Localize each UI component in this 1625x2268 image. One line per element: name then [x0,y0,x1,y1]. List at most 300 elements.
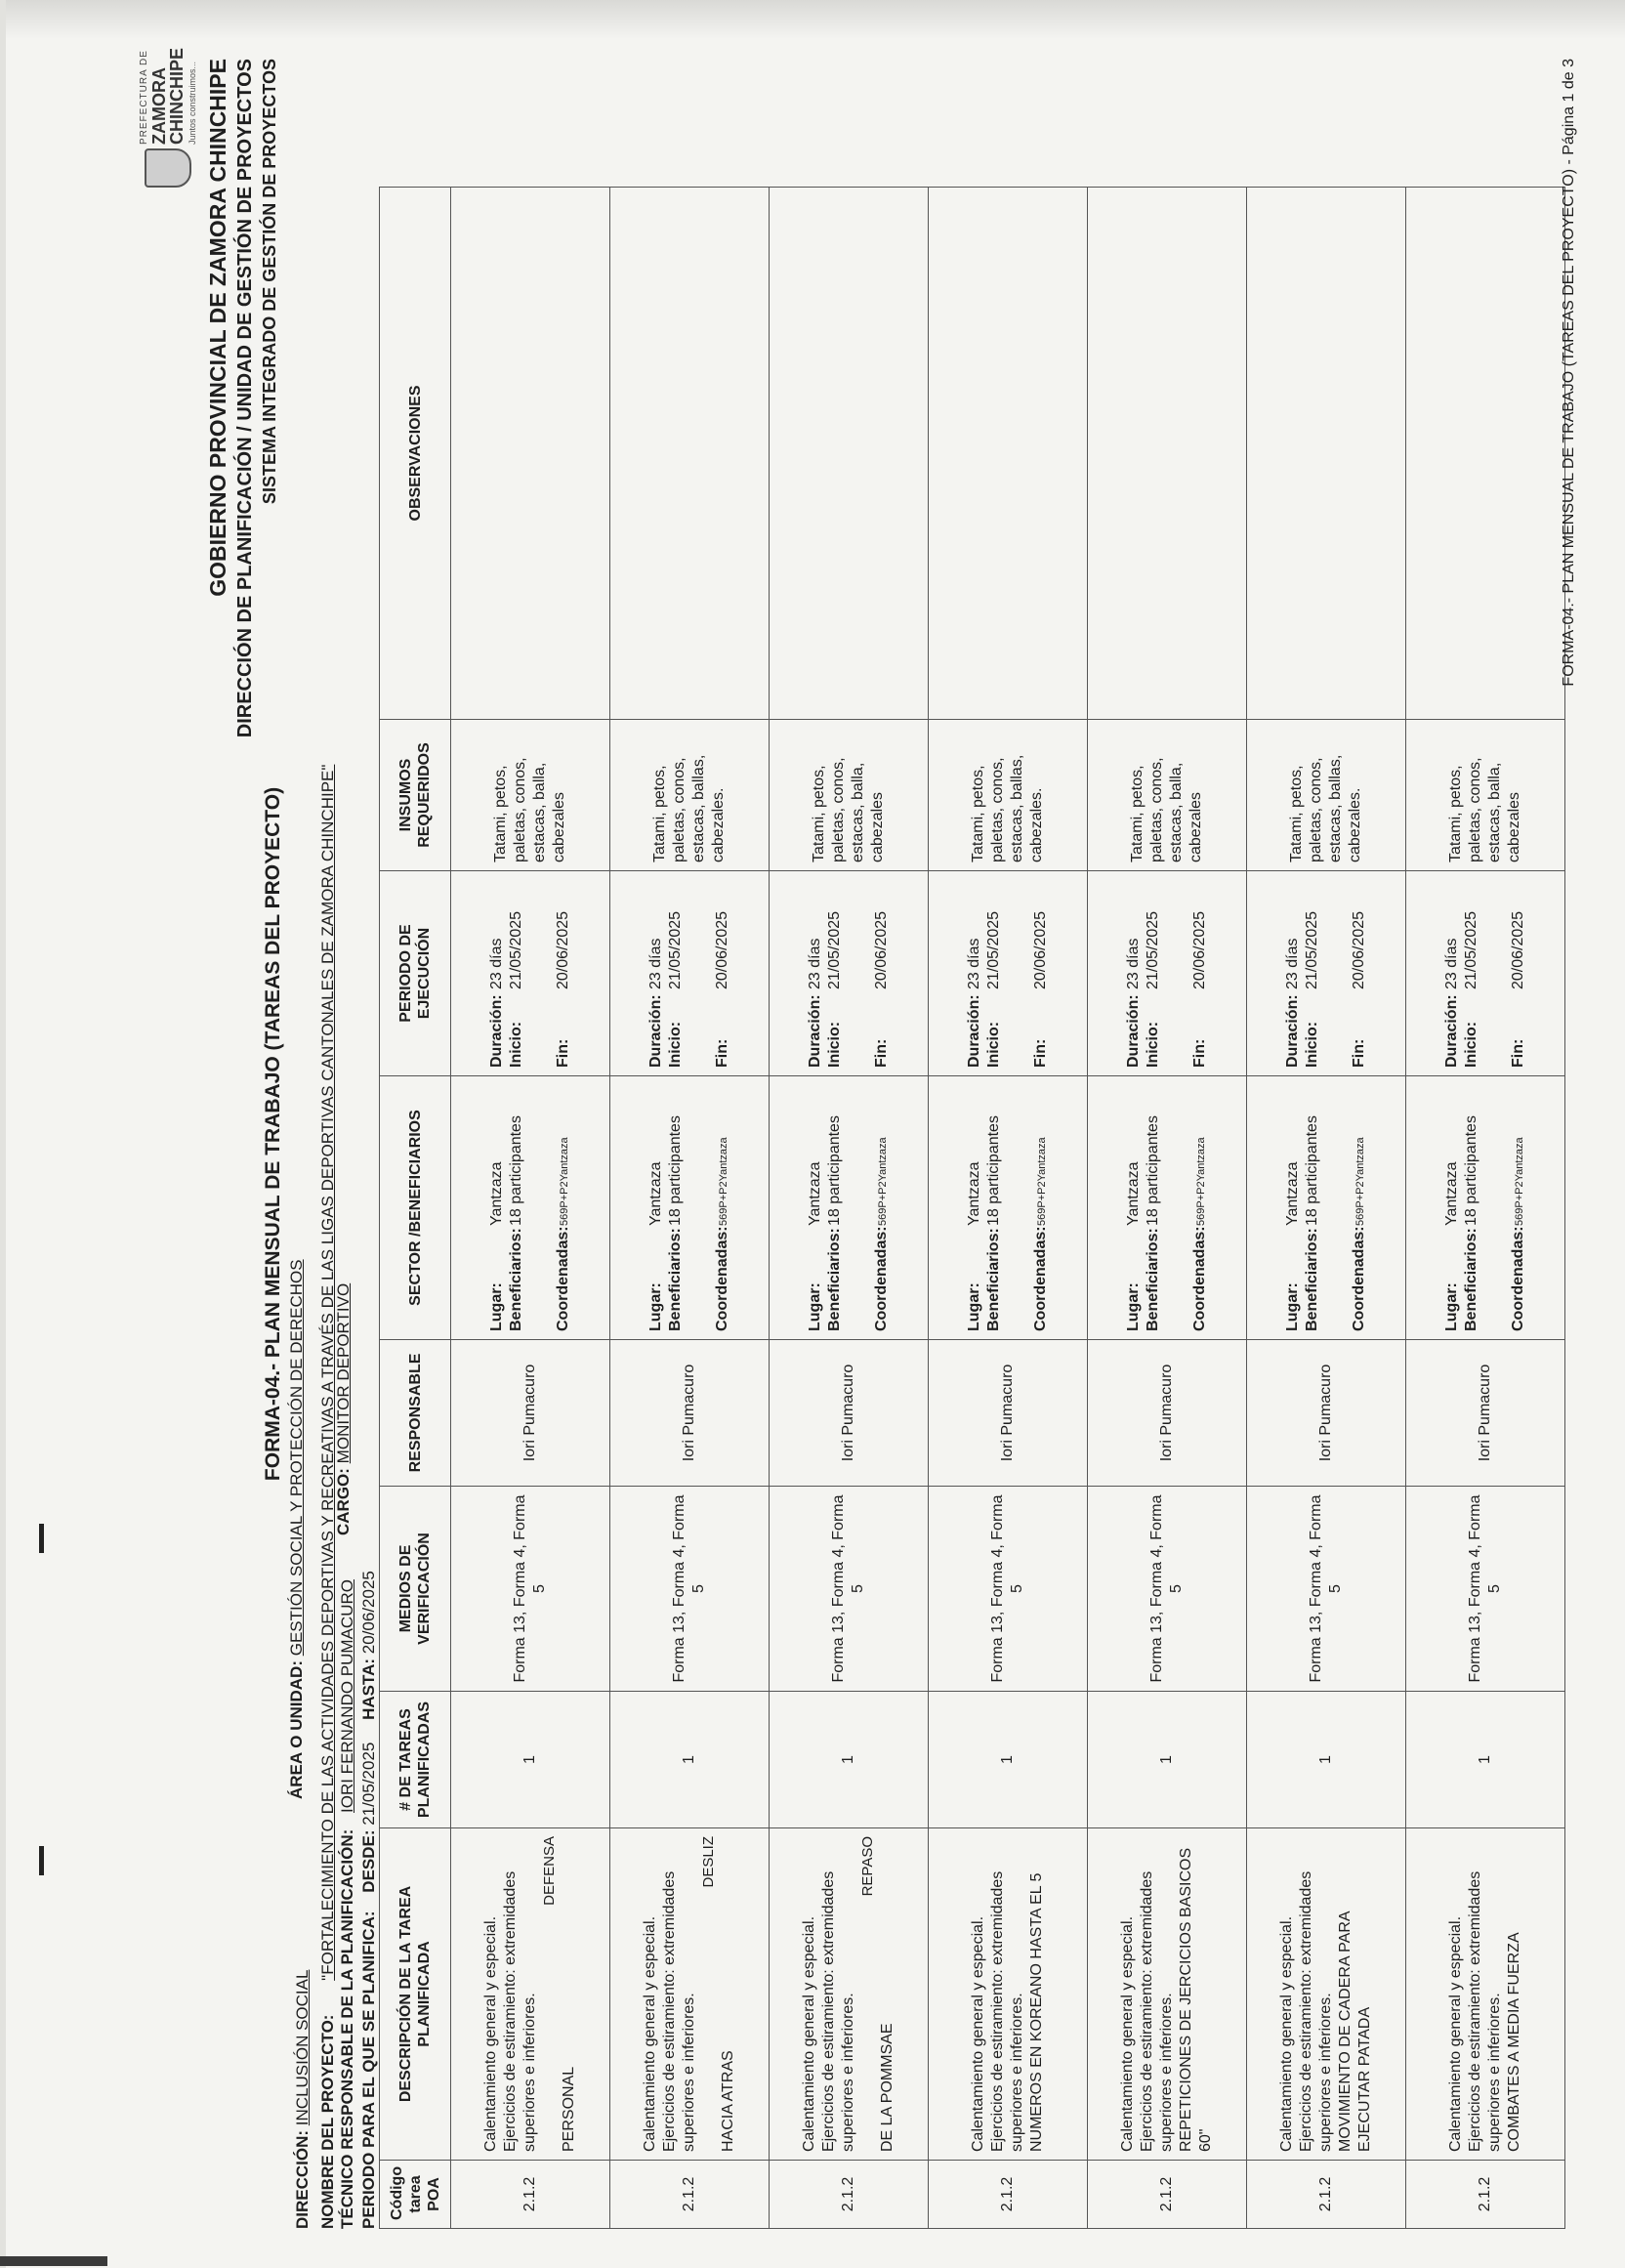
duracion-row [806,879,825,1068]
responsable-cell [770,1340,929,1487]
coordenadas-row [872,1084,893,1331]
header-responsable: RESPONSABLE [380,1340,451,1487]
desc-line: Ejercicios de estiramiento: extremidades [1298,1870,1314,2152]
desc-keyword: DEFENSA [541,1836,558,1906]
coordenadas-row [1031,1084,1052,1331]
desc-line: superiores e inferiores. [840,1993,856,2152]
fin-value: 20/06/2025 [555,910,571,989]
desc-tail: MOVIMIENTO DE CADERA PARA EJECUTAR PATADA [1337,1911,1373,2152]
desc-line: Calentamiento general y especial. [482,1915,499,2152]
codigo-cell [610,2161,770,2229]
responsable-value: Iori Pumacuro [840,1364,856,1462]
inicio-row [1462,879,1481,1068]
inicio-row [1144,879,1163,1068]
table-row [770,188,929,2229]
insumos-cell [1406,720,1565,871]
duracion-value: 23 días [1125,938,1142,989]
lugar-label: Lugar: [1124,1282,1142,1331]
sector-cell [770,1076,929,1340]
observaciones-cell [770,188,929,720]
coordenadas-row [1509,1084,1529,1331]
insumos-value: Tatami, petos, paletas, conos, estacas, ballas, cabezales. [1288,754,1363,862]
spacer [1163,1084,1190,1331]
desc-line: Ejercicios de estiramiento: extremidades [1467,1870,1483,2152]
sector-cell [451,1076,610,1340]
lugar-value: Yantzaza [1124,1161,1142,1226]
beneficiarios-value: 18 participantes [507,1115,524,1226]
table-header-row [380,188,451,2229]
observaciones-cell [929,188,1088,720]
responsable-value: Iori Pumacuro [681,1364,697,1462]
desc-tail: PERSONAL [561,2066,577,2152]
codigo-cell [1247,2161,1406,2229]
insumos-value: Tatami, petos, paletas, conos, estacas, balla, cabezales [1447,757,1522,862]
duracion-row [487,879,507,1068]
coordenadas-label: Coordenadas: [713,1226,730,1331]
duracion-value: 23 días [488,938,505,989]
sector-cell [1088,1076,1247,1340]
inicio-value: 21/05/2025 [1145,910,1161,989]
duracion-value: 23 días [966,938,982,989]
header-insumos: INSUMOS REQUERIDOS [380,720,451,871]
lugar-value: Yantzaza [1283,1161,1301,1226]
insumos-value: Tatami, petos, paletas, conos, estacas, ballas, cabezales. [651,754,727,862]
sector-cell [1247,1076,1406,1340]
beneficiarios-value: 18 participantes [1303,1115,1320,1226]
insumos-value: Tatami, petos, paletas, conos, estacas, ballas, cabezales. [970,754,1045,862]
desc-keyword: DESLIZ [700,1836,717,1888]
table-row [1406,188,1565,2229]
beneficiarios-row [1144,1084,1163,1331]
logo-chinchipe: CHINCHIPE [167,47,187,145]
codigo-value: 2.1.2 [521,2176,538,2212]
observaciones-cell [610,188,770,720]
coordenadas-label: Coordenadas: [872,1226,890,1331]
inicio-label: Inicio: [1145,1021,1161,1068]
desc-line: Ejercicios de estiramiento: extremidades [820,1870,837,2152]
coordenadas-value: 569P+P2Yantzaza [558,1137,570,1226]
desc-line: Ejercicios de estiramiento: extremidades [502,1870,519,2152]
direccion-field [293,1970,312,2229]
inicio-value: 21/05/2025 [667,910,684,989]
beneficiarios-label: Beneficiarios: [825,1228,843,1331]
desc-tail: COMBATES A MEDIA FUERZA [1506,1932,1522,2152]
beneficiarios-row [507,1084,526,1331]
observaciones-cell [451,188,610,720]
desc-line: Calentamiento general y especial. [801,1915,817,2152]
page-footer: FORMA-04.- PLAN MENSUAL DE TRABAJO (TAREAS DEL PROYECTO) - Página 1 de 3 [1561,59,1577,687]
fin-row [1350,879,1369,1068]
lugar-label: Lugar: [487,1282,505,1331]
lugar-label: Lugar: [1283,1282,1301,1331]
periodo-label: PERIODO PARA EL QUE SE PLANIFICA: [359,1911,378,2229]
fin-value: 20/06/2025 [1191,910,1208,989]
descripcion-cell [1406,1828,1565,2161]
fin-row [872,879,892,1068]
num-tareas-cell [770,1692,929,1828]
lugar-value: Yantzaza [965,1161,982,1226]
insumos-cell [1088,720,1247,871]
inicio-value: 21/05/2025 [1304,910,1320,989]
duracion-row [1124,879,1144,1068]
spacer [845,879,872,1068]
lugar-value: Yantzaza [1442,1161,1460,1226]
desc-line: superiores e inferiores. [1317,1993,1334,2152]
descripcion-cell [770,1828,929,2161]
beneficiarios-label: Beneficiarios: [666,1228,684,1331]
desde-label: DESDE: [359,1829,378,1893]
lugar-row [806,1084,825,1331]
desc-line: superiores e inferiores. [681,1993,697,2152]
duracion-row [1283,879,1303,1068]
periodo-cell [1247,871,1406,1076]
periodo-field [359,1571,379,2229]
table-row [451,188,610,2229]
lugar-row [1124,1084,1144,1331]
desc-line: Calentamiento general y especial. [642,1915,658,2152]
beneficiarios-label: Beneficiarios: [984,1228,1002,1331]
beneficiarios-row [984,1084,1004,1331]
lugar-row [646,1084,666,1331]
beneficiarios-row [1303,1084,1322,1331]
medios-cell [929,1487,1088,1692]
codigo-value: 2.1.2 [840,2176,856,2212]
medios-cell [1088,1487,1247,1692]
codigo-cell [770,2161,929,2229]
coordenadas-label: Coordenadas: [1350,1226,1367,1331]
responsable-value: Iori Pumacuro [1477,1364,1493,1462]
fin-value: 20/06/2025 [1351,910,1367,989]
fin-row [1031,879,1051,1068]
duracion-row [646,879,666,1068]
num-tareas-cell [451,1692,610,1828]
num-tareas-value: 1 [521,1755,538,1764]
beneficiarios-value: 18 participantes [1462,1115,1479,1226]
codigo-cell [1088,2161,1247,2229]
codigo-value: 2.1.2 [1317,2176,1334,2212]
gobierno-title: GOBIERNO PROVINCIAL DE ZAMORA CHINCHIPE [205,59,230,597]
coordenadas-row [713,1084,733,1331]
periodo-cell [1406,871,1565,1076]
duracion-label: Duración: [488,994,505,1068]
duracion-label: Duración: [647,994,664,1068]
responsable-value: Iori Pumacuro [521,1364,538,1462]
fin-value: 20/06/2025 [714,910,730,989]
tecnico-value: IORI FERNANDO PUMACURO [338,1579,356,1813]
beneficiarios-label: Beneficiarios: [507,1228,524,1331]
responsable-cell [1247,1340,1406,1487]
lugar-label: Lugar: [646,1282,664,1331]
beneficiarios-value: 18 participantes [825,1115,843,1226]
form-title: FORMA-04.- PLAN MENSUAL DE TRABAJO (TAREAS DEL PROYECTO) [262,786,284,1482]
desc-line: Ejercicios de estiramiento: extremidades [1139,1870,1155,2152]
desc-tail: DE LA POMMSAE [879,2023,896,2152]
insumos-value: Tatami, petos, paletas, conos, estacas, balla, cabezales [1129,757,1204,862]
sector-cell [610,1076,770,1340]
periodo-cell [610,871,770,1076]
direccion-label: DIRECCIÓN: [293,2129,312,2229]
medios-value: Forma 13, Forma 4, Forma 5 [1148,1494,1185,1683]
lugar-value: Yantzaza [487,1161,505,1226]
inicio-row [984,879,1004,1068]
lugar-row [1442,1084,1462,1331]
direccion-value: INCLUSIÓN SOCIAL [293,1969,312,2126]
table-row [610,188,770,2229]
fin-label: Fin: [1191,1038,1208,1068]
codigo-value: 2.1.2 [999,2176,1016,2212]
area-field [287,1259,307,1799]
codigo-cell [451,2161,610,2229]
lugar-value: Yantzaza [806,1161,823,1226]
lugar-label: Lugar: [965,1282,982,1331]
fin-value: 20/06/2025 [1032,910,1049,989]
inicio-label: Inicio: [985,1021,1002,1068]
beneficiarios-row [1462,1084,1481,1331]
header-codigo: Código tarea POA [380,2161,451,2229]
desc-line: Ejercicios de estiramiento: extremidades [989,1870,1006,2152]
responsable-cell [610,1340,770,1487]
fin-row [1509,879,1528,1068]
fin-label: Fin: [555,1038,571,1068]
spacer [1004,879,1031,1068]
fin-label: Fin: [1351,1038,1367,1068]
medios-value: Forma 13, Forma 4, Forma 5 [1308,1494,1344,1683]
responsable-cell [451,1340,610,1487]
prefectura-logo [137,41,205,188]
beneficiarios-label: Beneficiarios: [1462,1228,1479,1331]
coordenadas-value: 569P+P2Yantzaza [876,1137,889,1226]
descripcion-cell [1247,1828,1406,2161]
cargo-label: CARGO: [334,1468,353,1535]
num-tareas-value: 1 [1317,1755,1334,1764]
insumos-cell [451,720,610,871]
codigo-cell [929,2161,1088,2229]
insumos-cell [610,720,770,871]
beneficiarios-label: Beneficiarios: [1303,1228,1320,1331]
table-row [1088,188,1247,2229]
num-tareas-cell [1406,1692,1565,1828]
descripcion-cell [1088,1828,1247,2161]
coordenadas-value: 569P+P2Yantzaza [1194,1137,1207,1226]
inicio-label: Inicio: [1463,1021,1479,1068]
header-periodo: PERIODO DE EJECUCIÓN [380,871,451,1076]
fin-value: 20/06/2025 [873,910,890,989]
coordenadas-label: Coordenadas: [1190,1226,1208,1331]
desc-tail: HACIA ATRAS [720,2050,736,2152]
coordenadas-value: 569P+P2Yantzaza [717,1137,729,1226]
spacer [526,879,554,1068]
spacer [1163,879,1190,1068]
duracion-label: Duración: [807,994,823,1068]
sector-cell [1406,1076,1565,1340]
insumos-value: Tatami, petos, paletas, conos, estacas, balla, cabezales [811,757,886,862]
lugar-label: Lugar: [806,1282,823,1331]
num-tareas-value: 1 [681,1755,697,1764]
header-observaciones: OBSERVACIONES [380,188,451,720]
proyecto-value: "FORTALECIMIENTO DE LAS ACTIVIDADES DEPORTIVAS Y RECREATIVAS A TRAVÉS DE LAS LIGAS DEPORTIVAS CANTONALES DE ZAMORA CHINCHIPE" [318,764,337,1981]
medios-cell [770,1487,929,1692]
coordenadas-value: 569P+P2Yantzaza [1035,1137,1048,1226]
fin-label: Fin: [1032,1038,1049,1068]
desc-line: superiores e inferiores. [1009,1993,1025,2152]
beneficiarios-value: 18 participantes [666,1115,684,1226]
lugar-label: Lugar: [1442,1282,1460,1331]
responsable-value: Iori Pumacuro [1317,1364,1334,1462]
tecnico-label: TÉCNICO RESPONSABLE DE LA PLANIFICACIÓN: [338,1828,356,2229]
desc-line: Calentamiento general y especial. [970,1915,986,2152]
coordenadas-label: Coordenadas: [1031,1226,1049,1331]
fin-value: 20/06/2025 [1510,910,1526,989]
codigo-cell [1406,2161,1565,2229]
spacer [1004,1084,1031,1331]
sector-cell [929,1076,1088,1340]
desc-line: Calentamiento general y especial. [1119,1915,1136,2152]
coordenadas-label: Coordenadas: [1509,1226,1526,1331]
duracion-value: 23 días [1284,938,1301,989]
insumos-cell [1247,720,1406,871]
inicio-value: 21/05/2025 [508,910,524,989]
hasta-label: HASTA: [359,1658,378,1720]
duracion-label: Duración: [1284,994,1301,1068]
medios-cell [610,1487,770,1692]
desc-line: Ejercicios de estiramiento: extremidades [661,1870,678,2152]
coordenadas-row [1190,1084,1211,1331]
responsable-cell [1406,1340,1565,1487]
lugar-row [487,1084,507,1331]
beneficiarios-row [825,1084,845,1331]
desc-tail: NUMEROS EN KOREANO HASTA EL 5 [1028,1872,1045,2152]
cargo-value: MONITOR DEPORTIVO [334,1282,353,1464]
medios-cell [1247,1487,1406,1692]
coordenadas-row [554,1084,574,1331]
inicio-value: 21/05/2025 [985,910,1002,989]
observaciones-cell [1406,188,1565,720]
sistema-integrado: SISTEMA INTEGRADO DE GESTIÓN DE PROYECTOS [260,59,279,505]
logo-zamora: ZAMORA [149,67,169,145]
duracion-label: Duración: [966,994,982,1068]
header-descripcion: DESCRIPCIÓN DE LA TAREA PLANIFICADA [380,1828,451,2161]
desc-line: Calentamiento general y especial. [1447,1915,1464,2152]
descripcion-cell [451,1828,610,2161]
spacer [1481,1084,1509,1331]
header-num-tareas: # DE TAREAS PLANIFICADAS [380,1692,451,1828]
header-medios: MEDIOS DE VERIFICACIÓN [380,1487,451,1692]
periodo-cell [770,871,929,1076]
desc-line: superiores e inferiores. [521,1993,538,2152]
duracion-value: 23 días [807,938,823,989]
medios-cell [1406,1487,1565,1692]
insumos-cell [929,720,1088,871]
inicio-row [507,879,526,1068]
coordenadas-value: 569P+P2Yantzaza [1513,1137,1525,1226]
desc-line: Calentamiento general y especial. [1278,1915,1295,2152]
medios-value: Forma 13, Forma 4, Forma 5 [671,1494,707,1683]
periodo-cell [1088,871,1247,1076]
medios-value: Forma 13, Forma 4, Forma 5 [1467,1494,1503,1683]
area-label: ÁREA O UNIDAD: [287,1660,306,1799]
plan-table [379,187,1565,2229]
beneficiarios-value: 18 participantes [1144,1115,1161,1226]
responsable-cell [929,1340,1088,1487]
inicio-value: 21/05/2025 [1463,910,1479,989]
periodo-cell [451,871,610,1076]
inicio-row [666,879,686,1068]
desde-value: 21/05/2025 [359,1742,378,1826]
beneficiarios-label: Beneficiarios: [1144,1228,1161,1331]
shield-icon [145,148,191,188]
codigo-value: 2.1.2 [681,2176,697,2212]
observaciones-cell [1247,188,1406,720]
spacer [526,1084,554,1331]
num-tareas-value: 1 [1158,1755,1175,1764]
beneficiarios-row [666,1084,686,1331]
num-tareas-cell [929,1692,1088,1828]
direccion-planificacion: DIRECCIÓN DE PLANIFICACIÓN / UNIDAD DE GESTIÓN DE PROYECTOS [234,59,256,738]
fin-row [1190,879,1210,1068]
responsable-value: Iori Pumacuro [1158,1364,1175,1462]
spacer [686,879,713,1068]
duracion-value: 23 días [1443,938,1460,989]
observaciones-cell [1088,188,1247,720]
inicio-label: Inicio: [508,1021,524,1068]
lugar-value: Yantzaza [646,1161,664,1226]
desc-line: superiores e inferiores. [1158,1993,1175,2152]
hasta-value: 20/06/2025 [359,1571,378,1655]
beneficiarios-value: 18 participantes [984,1115,1002,1226]
logo-line2 [150,48,186,145]
responsable-cell [1088,1340,1247,1487]
area-value: GESTIÓN SOCIAL Y PROTECCIÓN DE DERECHOS [287,1259,306,1657]
fin-label: Fin: [873,1038,890,1068]
logo-tagline: Juntos construimos... [188,61,197,145]
duracion-label: Duración: [1443,994,1460,1068]
medios-value: Forma 13, Forma 4, Forma 5 [989,1494,1025,1683]
descripcion-cell [610,1828,770,2161]
num-tareas-value: 1 [1477,1755,1493,1764]
responsable-value: Iori Pumacuro [999,1364,1016,1462]
insumos-cell [770,720,929,871]
tecnico-field [338,1579,357,2229]
spacer [1322,1084,1350,1331]
periodo-cell [929,871,1088,1076]
inicio-label: Inicio: [1304,1021,1320,1068]
insumos-value: Tatami, petos, paletas, conos, estacas, balla, cabezales [492,757,567,862]
header-sector: SECTOR /BENEFICIARIOS [380,1076,451,1340]
fin-row [713,879,732,1068]
inicio-row [1303,879,1322,1068]
num-tareas-cell [1088,1692,1247,1828]
proyecto-label: NOMBRE DEL PROYECTO: [318,2014,337,2229]
duracion-label: Duración: [1125,994,1142,1068]
inicio-value: 21/05/2025 [826,910,843,989]
spacer [845,1084,872,1331]
spacer [1322,879,1350,1068]
duracion-value: 23 días [647,938,664,989]
table-row [929,188,1088,2229]
medios-value: Forma 13, Forma 4, Forma 5 [830,1494,866,1683]
num-tareas-cell [610,1692,770,1828]
desc-tail: REPETICIONES DE JERCICIOS BASICOS 60" [1178,1847,1214,2152]
logo-line1: PREFECTURA DE [139,50,149,145]
fin-label: Fin: [714,1038,730,1068]
lugar-row [1283,1084,1303,1331]
spacer [1481,879,1509,1068]
medios-value: Forma 13, Forma 4, Forma 5 [512,1494,548,1683]
desc-line: superiores e inferiores. [1486,1993,1503,2152]
fin-label: Fin: [1510,1038,1526,1068]
duracion-row [1442,879,1462,1068]
cargo-field [334,1283,354,1535]
